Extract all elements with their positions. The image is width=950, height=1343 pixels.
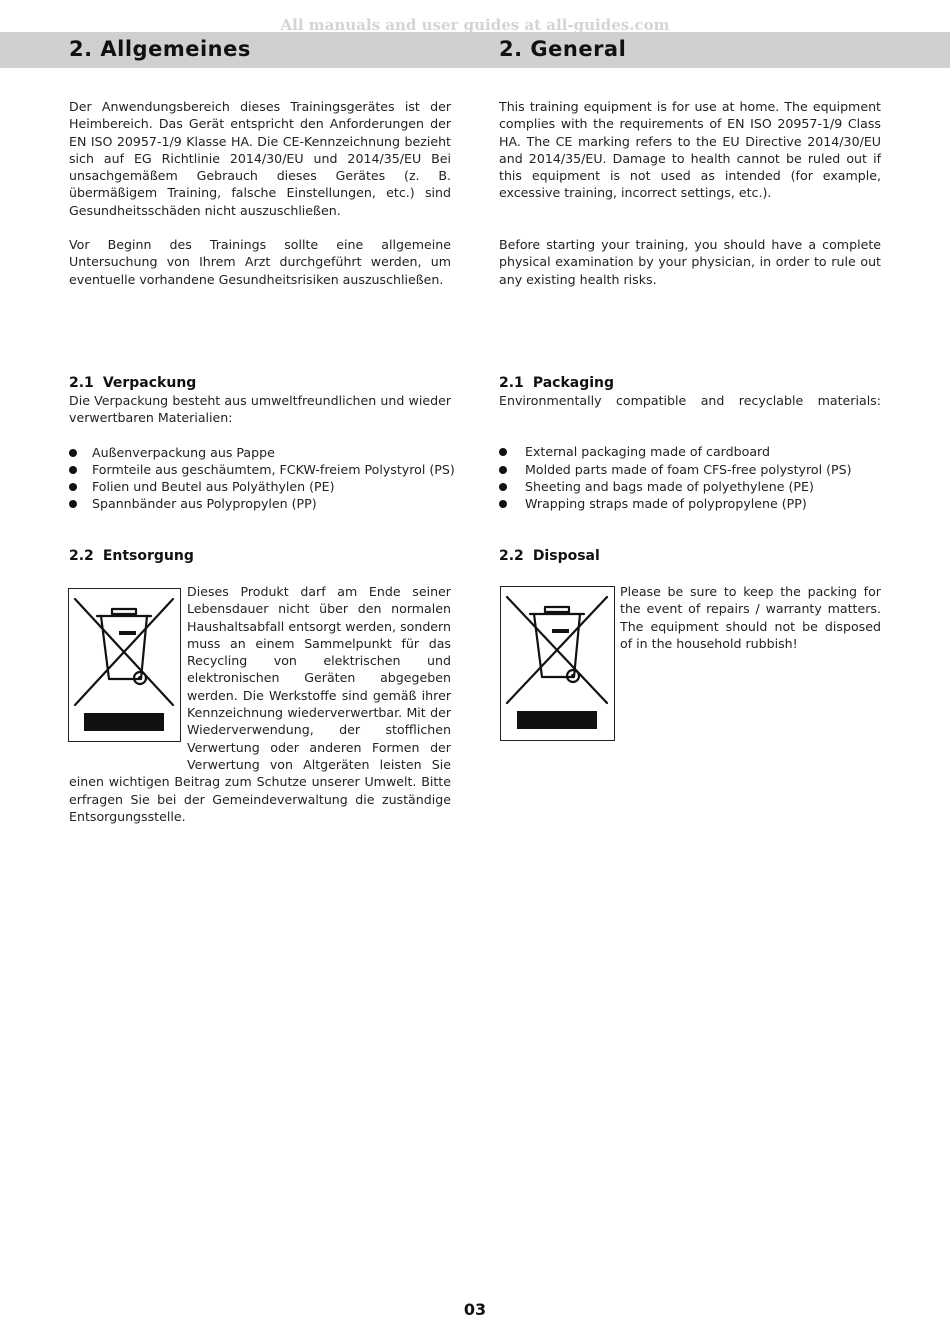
list-item: Wrapping straps made of polypropylene (PP)	[499, 495, 881, 512]
list-item: Außenverpackung aus Pappe	[69, 444, 451, 461]
bullet-icon	[69, 483, 77, 491]
list-item: Sheeting and bags made of polyethylene (PE)	[499, 478, 881, 495]
intro-en: This training equipment is for use at home. The equipment complies with the requirements of EN ISO 20957-1/9 Class HA. The CE marking refers to the EU Directive 2014/30/EU and 2014/35/EU. Damage to health cannot be ruled out if this equipment is not used as intended (for example, excessive training, incorrect settings, etc.).	[499, 99, 881, 201]
health-note-de: Vor Beginn des Trainings sollte eine allgemeine Untersuchung von Ihrem Arzt durchgeführt werden, um eventuelle vorhandene Gesundheitsrisiken auszuschließen.	[69, 237, 451, 287]
intro-de-block	[69, 98, 451, 219]
bullet-icon	[499, 466, 507, 474]
disposal-en-heading-text: Disposal	[532, 548, 600, 564]
section-title-de: 2. Allgemeines	[69, 37, 251, 61]
packaging-de-heading	[69, 374, 451, 392]
crossed-out-wheelie-bin-icon	[501, 587, 613, 739]
packaging-en-heading-text: Packaging	[532, 375, 615, 391]
disposal-en-number: 2.2	[499, 548, 524, 564]
packaging-en-number: 2.1	[499, 375, 524, 391]
disposal-en-section	[499, 547, 881, 565]
list-item: Formteile aus geschäumtem, FCKW-freiem Polystyrol (PS)	[69, 461, 451, 478]
disposal-en-text-block	[620, 583, 881, 652]
list-item: External packaging made of cardboard	[499, 443, 881, 460]
list-item: Molded parts made of foam CFS-free polystyrol (PS)	[499, 461, 881, 478]
float-spacer	[69, 583, 187, 756]
health-note-en: Before starting your training, you should have a complete physical examination by your physician, in order to rule out any existing health risks.	[499, 237, 881, 287]
packaging-en-text: Environmentally compatible and recyclable materials:	[499, 393, 881, 408]
packaging-de-list	[69, 444, 455, 513]
weee-bin-icon-en	[500, 586, 615, 741]
disposal-de-text-block	[69, 583, 451, 825]
packaging-de-text: Die Verpackung besteht aus umweltfreundlichen und wieder verwertbaren Materialien:	[69, 393, 451, 426]
watermark: All manuals and user guides at all-guides.com	[280, 16, 670, 34]
health-note-en-block	[499, 236, 881, 288]
packaging-de-section	[69, 374, 455, 513]
intro-de: Der Anwendungsbereich dieses Trainingsgerätes ist der Heimbereich. Das Gerät entspricht den Anforderungen der EN ISO 20957-1/9 Klasse HA. Die CE-Kennzeichnung bezieht sich auf EG Richtlinie 2014/30/EU und 2014/35/EU Bei unsachgemäßem Gebrauch dieses Gerätes (z. B. übermäßigem Training, falsche Einstellungen, etc.) sind Gesundheitsschäden nicht auszuschließen.	[69, 99, 451, 218]
bullet-icon	[69, 500, 77, 508]
list-item: Spannbänder aus Polypropylen (PP)	[69, 495, 451, 512]
packaging-en-list	[499, 443, 881, 512]
disposal-de-heading-text: Entsorgung	[102, 548, 194, 564]
bullet-icon	[499, 483, 507, 491]
intro-en-block	[499, 98, 881, 202]
section-title-en: 2. General	[499, 37, 627, 61]
disposal-de-heading	[69, 547, 451, 565]
disposal-en-text: Please be sure to keep the packing for the event of repairs / warranty matters. The equipment should not be disposed of in the household rubbish!	[620, 584, 881, 651]
disposal-de-text: Dieses Produkt darf am Ende seiner Lebensdauer nicht über den normalen Haushaltsabfall entsorgt werden, sondern muss an einem Sammelpunkt für das Recycling von elektrischen und elektronischen Geräten abgegeben werden. Die Werkstoffe sind gemäß ihrer Kennzeichnung wiederverwertbar. Mit der Wiederverwendung, der stofflichen Verwertung oder anderen Formen der Verwertung von Altgeräten leisten Sie einen wichtigen Beitrag zum Schutze unserer Umwelt. Bitte erfragen Sie bei der Gemeindeverwaltung die zuständige Entsorgungsstelle.	[69, 584, 451, 824]
packaging-en-heading	[499, 374, 881, 392]
bullet-icon	[69, 466, 77, 474]
disposal-en-heading	[499, 547, 881, 565]
bullet-icon	[499, 448, 507, 456]
health-note-de-block	[69, 236, 451, 288]
packaging-en-section	[499, 374, 881, 512]
disposal-de-section	[69, 547, 451, 565]
packaging-de-number: 2.1	[69, 375, 94, 391]
page-number: 03	[463, 1300, 487, 1319]
list-item: Folien und Beutel aus Polyäthylen (PE)	[69, 478, 451, 495]
packaging-de-heading-text: Verpackung	[102, 375, 197, 391]
bullet-icon	[499, 500, 507, 508]
disposal-de-number: 2.2	[69, 548, 94, 564]
bullet-icon	[69, 449, 77, 457]
